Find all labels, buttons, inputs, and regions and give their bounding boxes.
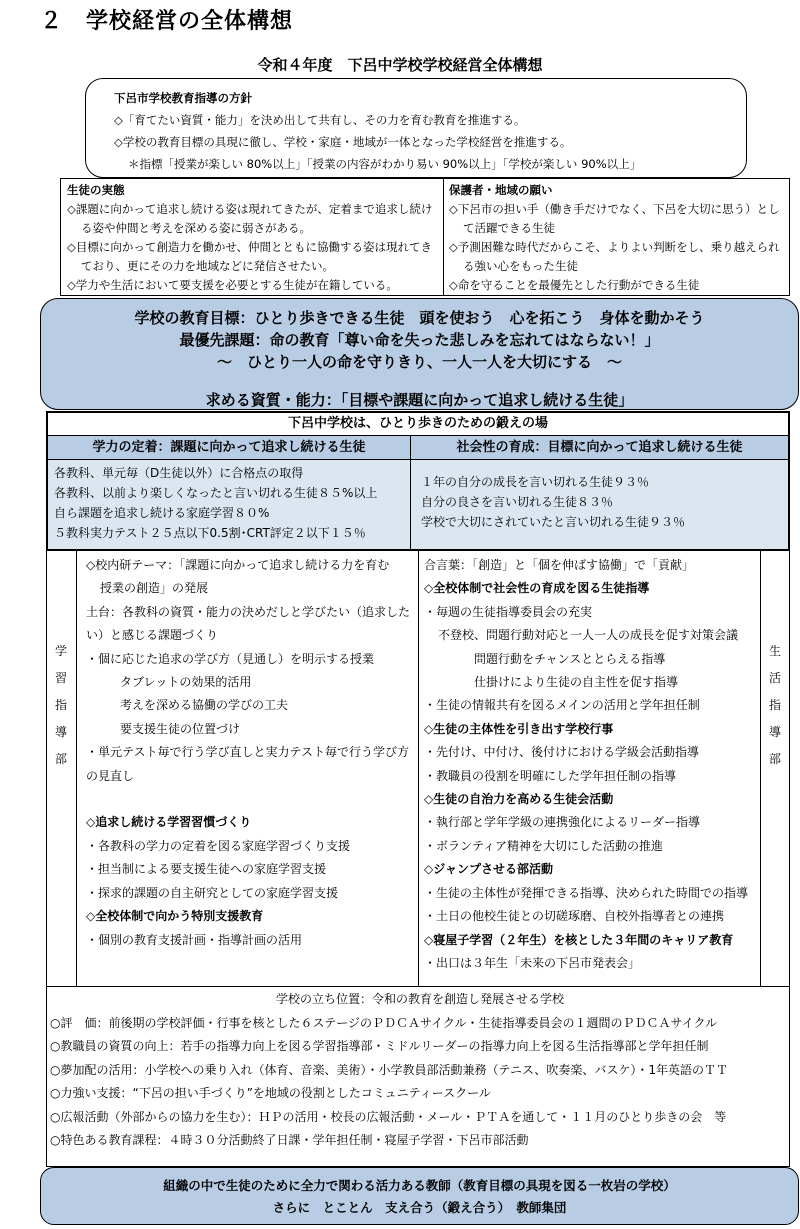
- policy-indicator: ＊指標「授業が楽しい 80%以上」「授業の内容がわかり易い 90%以上」「学校が楽しい 90%以上」: [128, 157, 642, 171]
- section-title: ２ 学校経営の全体構想: [40, 9, 294, 34]
- learning-item: ・各教科の学力の定着を図る家庭学習づくり支援: [86, 838, 351, 853]
- forge-title: 下呂中学校は、ひとり歩きのための鍛えの場: [287, 416, 548, 431]
- learning-item: ・個に応じた追求の学び方（見通し）を明示する授業: [86, 651, 375, 666]
- students-line: ◇目標に向かって創造力を働かせ、仲間とともに協働する姿は現れてきており、更にその力を地域などに発信させたい。: [67, 240, 432, 273]
- life-item: ・執行部と学年学級の連携強化によるリーダー指導: [424, 815, 701, 830]
- academic-item: ５教科実力テスト２５点以下0.5割･CRT評定２以下１５％: [54, 526, 366, 540]
- learning-dept-label: 学 習 指 導 部: [54, 644, 67, 766]
- learning-item: ◇追求し続ける学習習慣づくり: [86, 815, 252, 830]
- academic-item: 自ら課題を追求し続ける家庭学習８０%: [54, 506, 270, 520]
- life-item: ◇生徒の自治力を高める生徒会活動: [424, 792, 614, 807]
- learning-item: 考えを深める協働の学びの工夫: [120, 698, 289, 713]
- life-item: ・生徒の情報共有を図るメインの活用と学年担任制: [424, 698, 700, 713]
- policy-line: ◇学校の教育目標の具現に徹し、学校・家庭・地域が一体となった学校経営を推進する。: [114, 135, 572, 149]
- standing-item: ○力強い支援：“下呂の担い手づくり”を地域の役割としたコミュニティースクール: [50, 1086, 491, 1100]
- teacher-line: 組織の中で生徒のために全力で関わる活力ある教師（教育目標の具現を図る一枚岩の学校）: [163, 1178, 676, 1193]
- learning-item: ◇校内研テーマ：「課題に向かって追求し続ける力を育む: [86, 558, 390, 572]
- life-item: 問題行動をチャンスととらえる指導: [474, 651, 666, 666]
- life-guidance-list: [424, 554, 758, 975]
- guardians-box: [443, 178, 790, 296]
- students-heading: 生徒の実態: [67, 183, 125, 197]
- students-box: [60, 178, 444, 296]
- goal-line: 学校の教育目標：ひとり歩きできる生徒 頭を使おう 心を拓こう 身体を動かそう: [134, 309, 705, 327]
- priority-subline: ～ ひとり一人の命を守りきり、一人一人を大切にする ～: [216, 353, 622, 371]
- social-targets: [411, 459, 788, 549]
- standing-item: ○教職員の資質の向上：若手の指導力向上を図る学習指導部・ミドルリーダーの指導力向上を図る生活指導部と学年担任制: [50, 1039, 709, 1053]
- learning-item: ・担当制による要支援生徒への家庭学習支援: [86, 862, 327, 877]
- teacher-group-box: [40, 1167, 799, 1225]
- education-goal-box: [40, 298, 799, 410]
- standing-item: ○夢加配の活用：小学校への乗り入れ（体育、音楽、美術）・小学教員部活動兼務（テニス、吹奏楽、バスケ）・1年英語のＴＴ: [50, 1062, 728, 1077]
- learning-item: 要支援生徒の位置づけ: [120, 721, 241, 736]
- learning-item: ・個別の教育支援計画・指導計画の活用: [86, 932, 303, 947]
- priority-line: 最優先課題：命の教育「尊い命を失った悲しみを忘れてはならない！」: [179, 331, 660, 349]
- learning-item: ・単元テスト毎で行う学び直しと実力テスト毎で行う学び方の見直し: [86, 745, 410, 783]
- guardians-line: ◇下呂市の担い手（働き手だけでなく、下呂を大切に思う）として活躍できる生徒: [449, 202, 780, 235]
- social-heading: 社会性の育成：目標に向かって追求し続ける生徒: [411, 435, 788, 459]
- life-item: 合言葉：「創造」と「個を伸ばす協働」で「貢献」: [424, 558, 695, 572]
- learning-item: ◇全校体制で向かう特別支援教育: [86, 909, 264, 924]
- teacher-subline: さらに とことん 支え合う（鍛え合う） 教師集団: [272, 1200, 567, 1215]
- guardians-line: ◇予測困難な時代だからこそ、よりよい判断をし、乗り越えられる強い心をもった生徒: [449, 240, 780, 273]
- life-item: ・ボランティア精神を大切にした活動の推進: [424, 838, 664, 853]
- standing-item: ○評 価：前後期の学校評価・行事を核とした６ステージのＰＤＣＡサイクル・生徒指導委員会の１週間のＰＤＣＡサイクル: [50, 1015, 718, 1030]
- learning-guidance-list: [86, 554, 414, 952]
- policy-title: 下呂市学校教育指導の方針: [114, 91, 252, 105]
- life-item: ◇ジャンプさせる部活動: [424, 862, 553, 877]
- document-title: 令和４年度 下呂中学校学校経営全体構想: [257, 56, 543, 74]
- academic-targets: [48, 459, 410, 549]
- social-item: 学校で大切にされていたと言い切れる生徒９３％: [421, 515, 686, 529]
- standing-title: 学校の立ち位置：令和の教育を創造し発展させる学校: [275, 992, 564, 1006]
- standing-item: ○広報活動（外部からの協力を生む）：ＨＰの活用・校長の広報活動・メール・ＰＴＡを通して・１１月のひとり歩きの会 等: [50, 1109, 727, 1124]
- life-item: ◇生徒の主体性を引き出す学校行事: [424, 721, 614, 736]
- life-item: ・出口は３年生「未来の下呂市発表会」: [424, 955, 641, 970]
- life-item: 仕掛けにより生徒の自主性を促す指導: [474, 675, 679, 690]
- policy-line: ◇「育てたい資質・能力」を決め出して共有し、その力を育む教育を推進する。: [114, 113, 526, 127]
- academic-item: 各教科、単元毎（D生徒以外）に合格点の取得: [54, 466, 304, 480]
- standing-item: ○特色ある教育課程：４時３０分活動終了日課・学年担任制・寝屋子学習・下呂市部活動: [50, 1133, 529, 1147]
- learning-item: ・探求的課題の自主研究としての家庭学習支援: [86, 885, 339, 900]
- life-item: ・教職員の役割を明確にした学年担任制の指導: [424, 768, 677, 783]
- life-item: ◇寝屋子学習（２年生）を核とした３年間のキャリア教育: [424, 932, 734, 947]
- learning-item: タブレットの効果的活用: [120, 675, 252, 690]
- competency-line: 求める資質・能力：「目標や課題に向かって追求し続ける生徒」: [205, 391, 634, 409]
- life-item: ・生徒の主体性が発揮できる指導、決められた時間での指導: [424, 885, 749, 900]
- guardians-heading: 保護者・地域の願い: [449, 183, 553, 197]
- social-item: 自分の良さを言い切れる生徒８３％: [421, 495, 614, 509]
- learning-item: [86, 788, 414, 811]
- guardians-line: ◇命を守ることを最優先とした行動ができる生徒: [449, 278, 700, 292]
- life-item: 不登校、問題行動対応と一人一人の成長を促す対策会議: [438, 628, 739, 643]
- students-line: ◇課題に向かって追求し続ける姿は現れてきたが、定着まで追求し続ける姿や仲間と考えを深める姿に弱さがある。: [67, 202, 433, 235]
- life-item: ・土日の他校生徒との切磋琢磨、自校外指導者との連携: [424, 909, 725, 924]
- policy-box: [85, 78, 747, 178]
- academic-heading: 学力の定着：課題に向かって追求し続ける生徒: [48, 435, 410, 459]
- social-item: １年の自分の成長を言い切れる生徒９３％: [421, 475, 650, 489]
- forge-divider: [410, 435, 411, 550]
- learning-item: 土台：各教科の資質・能力の決めだしと学びたい（追求したい）と感じる課題づくり: [86, 604, 411, 643]
- learning-item: 授業の創造」の発展: [100, 581, 209, 596]
- standing-box: [50, 988, 790, 1153]
- life-dept-label: 生 活 指 導 部: [768, 644, 781, 766]
- life-item: ・毎週の生徒指導委員会の充実: [424, 604, 593, 619]
- academic-item: 各教科、以前より楽しくなったと言い切れる生徒８５%以上: [54, 486, 378, 500]
- life-item: ・先付け、中付け、後付けにおける学級会活動指導: [424, 745, 700, 760]
- life-item: ◇全校体制で社会性の育成を図る生徒指導: [424, 581, 650, 596]
- students-line: ◇学力や生活において要支援を必要とする生徒が在籍している。: [67, 278, 398, 292]
